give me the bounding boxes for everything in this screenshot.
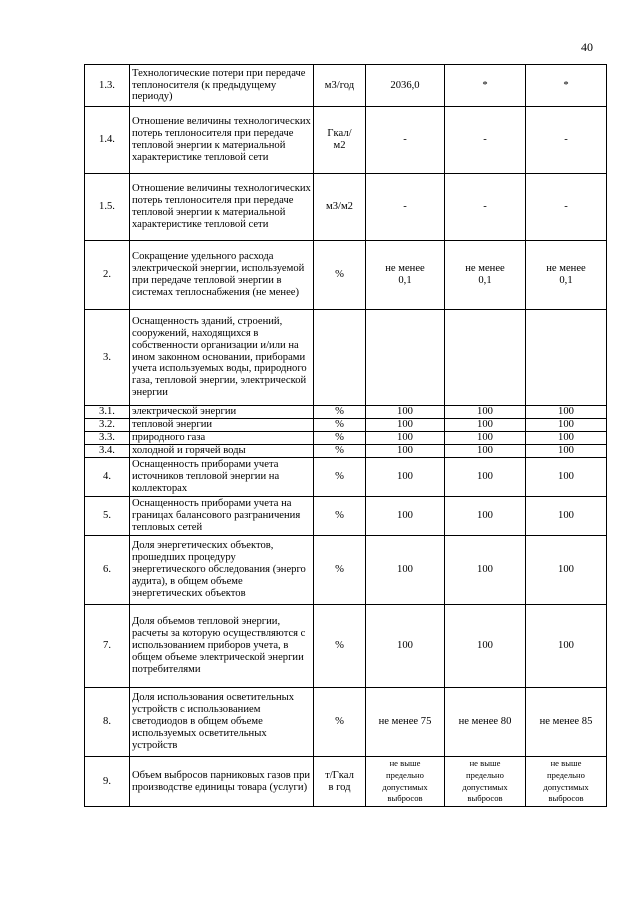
row-value-2: 100 (445, 605, 526, 688)
row-value-1: не менее 75 (366, 688, 445, 757)
row-number: 4. (85, 458, 130, 497)
row-value-1: 100 (366, 406, 445, 419)
table-row (85, 605, 607, 688)
row-description: Сокращение удельного расхода электрической энергии, используемой при передаче тепловой энергии в системах теплоснабжения (не менее) (130, 241, 314, 310)
table-row (85, 310, 607, 406)
row-value-3 (526, 310, 607, 406)
row-value-1: 2036,0 (366, 65, 445, 107)
row-description: Доля использования осветительных устройств с использованием светодиодов в общем объеме используемых осветительных устройств (130, 688, 314, 757)
row-number: 7. (85, 605, 130, 688)
row-value-3: не менее 85 (526, 688, 607, 757)
row-unit: м3/год (314, 65, 366, 107)
row-number: 1.3. (85, 65, 130, 107)
row-description: Оснащенность приборами учета на границах балансового разграничения тепловых сетей (130, 497, 314, 536)
row-number: 6. (85, 536, 130, 605)
row-value-3: 100 (526, 419, 607, 432)
row-value-1: не выше предельно допустимых выбросов (366, 757, 445, 807)
table-row (85, 432, 607, 445)
row-description: Отношение величины технологических потерь теплоносителя при передаче тепловой энергии к материальной характеристике тепловой сети (130, 107, 314, 174)
row-unit: % (314, 406, 366, 419)
row-value-2: - (445, 174, 526, 241)
row-value-2: 100 (445, 406, 526, 419)
row-description: электрической энергии (130, 406, 314, 419)
table-row (85, 174, 607, 241)
row-value-1: 100 (366, 419, 445, 432)
row-number: 1.4. (85, 107, 130, 174)
row-number: 3.1. (85, 406, 130, 419)
table-row (85, 65, 607, 107)
row-value-2: не выше предельно допустимых выбросов (445, 757, 526, 807)
row-number: 3.3. (85, 432, 130, 445)
row-value-1: 100 (366, 458, 445, 497)
row-unit: % (314, 432, 366, 445)
row-description: тепловой энергии (130, 419, 314, 432)
indicators-table (84, 64, 607, 807)
row-value-1: 100 (366, 445, 445, 458)
row-number: 2. (85, 241, 130, 310)
row-value-1: 100 (366, 605, 445, 688)
row-description: Оснащенность зданий, строений, сооружений, находящихся в собственности организации и/или на ином законном основании, приборами учета используемых воды, природного газа, тепловой энергии, электрической энергии (130, 310, 314, 406)
row-value-1 (366, 310, 445, 406)
row-number: 1.5. (85, 174, 130, 241)
row-unit: % (314, 458, 366, 497)
table-row (85, 445, 607, 458)
row-description: Технологические потери при передаче теплоносителя (к предыдущему периоду) (130, 65, 314, 107)
row-value-3: 100 (526, 605, 607, 688)
row-value-3: не менее 0,1 (526, 241, 607, 310)
table-row (85, 688, 607, 757)
row-number: 9. (85, 757, 130, 807)
row-description: Оснащенность приборами учета источников тепловой энергии на коллекторах (130, 458, 314, 497)
row-value-2: 100 (445, 536, 526, 605)
row-value-3: * (526, 65, 607, 107)
row-value-3: 100 (526, 536, 607, 605)
row-value-2: * (445, 65, 526, 107)
row-value-3: 100 (526, 445, 607, 458)
row-number: 3.2. (85, 419, 130, 432)
row-unit (314, 310, 366, 406)
row-value-3: 100 (526, 432, 607, 445)
row-description: Доля объемов тепловой энергии, расчеты за которую осуществляются с использованием приборов учета, в общем объеме электрической энергии потребителями (130, 605, 314, 688)
table-row (85, 241, 607, 310)
row-unit: % (314, 419, 366, 432)
row-value-2: 100 (445, 445, 526, 458)
table-row (85, 419, 607, 432)
row-number: 5. (85, 497, 130, 536)
row-value-3: 100 (526, 497, 607, 536)
table-row (85, 757, 607, 807)
row-value-2: 100 (445, 458, 526, 497)
row-value-1: - (366, 107, 445, 174)
row-unit: % (314, 688, 366, 757)
row-description: природного газа (130, 432, 314, 445)
row-number: 8. (85, 688, 130, 757)
row-unit: % (314, 241, 366, 310)
row-unit: Гкал/ м2 (314, 107, 366, 174)
table-row (85, 497, 607, 536)
row-value-1: - (366, 174, 445, 241)
row-value-2: 100 (445, 497, 526, 536)
row-description: Объем выбросов парниковых газов при производстве единицы товара (услуги) (130, 757, 314, 807)
row-value-2 (445, 310, 526, 406)
row-number: 3. (85, 310, 130, 406)
row-value-3: не выше предельно допустимых выбросов (526, 757, 607, 807)
row-value-3: 100 (526, 458, 607, 497)
row-value-2: не менее 0,1 (445, 241, 526, 310)
page-number: 40 (581, 40, 593, 54)
row-value-1: не менее 0,1 (366, 241, 445, 310)
row-description: Отношение величины технологических потерь теплоносителя при передаче тепловой энергии к материальной характеристике тепловой сети (130, 174, 314, 241)
row-unit: % (314, 605, 366, 688)
row-value-3: 100 (526, 406, 607, 419)
row-unit: т/Гкал в год (314, 757, 366, 807)
row-description: холодной и горячей воды (130, 445, 314, 458)
row-value-2: 100 (445, 432, 526, 445)
row-unit: % (314, 445, 366, 458)
row-value-1: 100 (366, 432, 445, 445)
table-row (85, 406, 607, 419)
row-value-1: 100 (366, 497, 445, 536)
row-unit: м3/м2 (314, 174, 366, 241)
row-value-1: 100 (366, 536, 445, 605)
row-number: 3.4. (85, 445, 130, 458)
row-value-3: - (526, 107, 607, 174)
table-row (85, 458, 607, 497)
row-value-2: 100 (445, 419, 526, 432)
row-unit: % (314, 536, 366, 605)
row-value-2: не менее 80 (445, 688, 526, 757)
row-unit: % (314, 497, 366, 536)
row-value-3: - (526, 174, 607, 241)
table-row (85, 107, 607, 174)
row-value-2: - (445, 107, 526, 174)
table-row (85, 536, 607, 605)
row-description: Доля энергетических объектов, прошедших процедуру энергетического обследования (энерго аудита), в общем объеме энергетических объектов (130, 536, 314, 605)
